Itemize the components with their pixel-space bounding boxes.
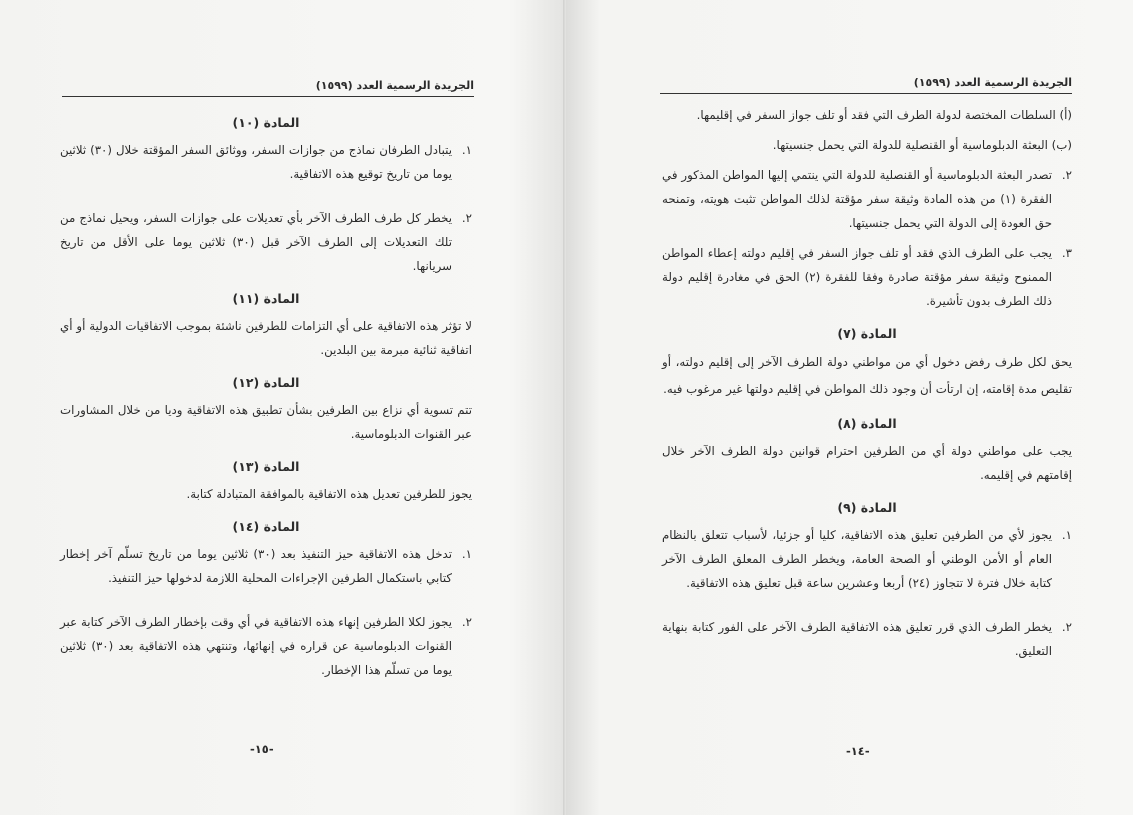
article-7-text: يحق لكل طرف رفض دخول أي من مواطني دولة الطرف الآخر إلى إقليم دولته، أو تقليص مدة إقامته، إن ارتأت أن وجود ذلك المواطن في إقليم دولتها غير مرغوب فيه. — [662, 355, 1072, 396]
header-title: الجريدة الرسمية العدد (١٥٩٩) — [913, 76, 1072, 89]
article-7-title: المادة (٧) — [837, 326, 897, 341]
right-page-number: -١٤- — [846, 744, 870, 758]
item-text: يتبادل الطرفان نماذج من جوازات السفر، ووثائق السفر المؤقتة خلال (٣٠) ثلاثين يوما من تاريخ توقيع هذه الاتفاقية. — [60, 143, 452, 181]
item-text: يخطر الطرف الذي قرر تعليق هذه الاتفاقية الطرف الآخر على الفور كتابة بنهاية التعليق. — [662, 620, 1052, 658]
item-number: ٢. — [1061, 620, 1072, 634]
article-9-item-1 — [662, 523, 1072, 595]
item-number: ٢. — [461, 615, 472, 629]
article-13-text: يجوز للطرفين تعديل هذه الاتفاقية بالموافقة المتبادلة كتابة. — [186, 487, 472, 501]
item-text: تصدر البعثة الدبلوماسية أو القنصلية للدولة التي ينتمي إليها المواطن المذكور في الفقرة (١) من هذه المادة وثيقة سفر مؤقتة لذلك المواطن تثبت هويته، وتمنحه حق العودة إلى الدولة التي يحمل جنسيتها. — [662, 168, 1052, 230]
left-page — [0, 0, 566, 815]
article-10-item-2 — [60, 206, 472, 278]
left-page-number: -١٥- — [250, 742, 274, 756]
right-page-content — [662, 103, 1072, 669]
article-6-item-3 — [662, 241, 1072, 313]
article-6-item-2 — [662, 163, 1072, 235]
article-8-title: المادة (٨) — [837, 416, 897, 431]
left-page-header — [62, 78, 474, 97]
item-number: ٢. — [1061, 168, 1072, 182]
article-12-title: المادة (١٢) — [232, 375, 300, 390]
header-title: الجريدة الرسمية العدد (١٥٩٩) — [315, 79, 474, 92]
clause-b: (ب) البعثة الدبلوماسية أو القنصلية للدولة التي يحمل جنسيتها. — [772, 138, 1072, 152]
item-number: ١. — [1061, 528, 1072, 542]
item-number: ٢. — [461, 211, 472, 225]
article-14-title: المادة (١٤) — [232, 519, 300, 534]
article-10-title: المادة (١٠) — [232, 115, 300, 130]
article-12-text: تتم تسوية أي نزاع بين الطرفين بشأن تطبيق هذه الاتفاقية وديا من خلال المشاورات عبر القنوات الدبلوماسية. — [60, 403, 472, 441]
article-9-item-2 — [662, 615, 1072, 663]
article-10-item-1 — [60, 138, 472, 186]
article-9-title: المادة (٩) — [837, 500, 897, 515]
item-number: ١. — [461, 143, 472, 157]
item-number: ٣. — [1061, 246, 1072, 260]
clause-a: (أ) السلطات المختصة لدولة الطرف التي فقد أو تلف جواز السفر في إقليمها. — [696, 108, 1072, 122]
item-text: يخطر كل طرف الطرف الآخر بأي تعديلات على جوازات السفر، ويحيل نماذج من تلك التعديلات إلى الطرف الآخر قبل (٣٠) ثلاثين يوما على الأقل من تاريخ سريانها. — [60, 211, 452, 273]
article-11-text: لا تؤثر هذه الاتفاقية على أي التزامات للطرفين ناشئة بموجب الاتفاقيات الدولية أو أي اتفاقية ثنائية مبرمة بين البلدين. — [60, 319, 472, 357]
right-page-header — [660, 75, 1072, 94]
right-page — [566, 0, 1133, 815]
item-text: يجوز لكلا الطرفين إنهاء هذه الاتفاقية في أي وقت بإخطار الطرف الآخر كتابة عبر القنوات الدبلوماسية عن قراره في إنهائها، وتنتهي هذه الاتفاقية بعد (٣٠) ثلاثين يوما من تسلّم هذا الإخطار. — [60, 615, 452, 677]
item-text: يجوز لأي من الطرفين تعليق هذه الاتفاقية، كليا أو جزئيا، لأسباب تتعلق بالنظام العام أو الأمن الوطني أو الصحة العامة، ويخطر الطرف المعلق الطرف الآخر كتابة خلال فترة لا تتجاوز (٢٤) أربعا وعشرين ساعة قبل تعليق هذه الاتفاقية. — [662, 528, 1052, 590]
article-14-item-1 — [60, 542, 472, 590]
left-page-content — [60, 108, 472, 688]
item-text: يجب على الطرف الذي فقد أو تلف جواز السفر في إقليم دولته إعطاء المواطن الممنوح وثيقة سفر مؤقتة صادرة وفقا للفقرة (٢) الحق في مغادرة إقليم دولة ذلك الطرف بدون تأشيرة. — [662, 246, 1052, 308]
article-13-title: المادة (١٣) — [232, 459, 300, 474]
item-number: ١. — [461, 547, 472, 561]
item-text: تدخل هذه الاتفاقية حيز التنفيذ بعد (٣٠) ثلاثين يوما من تاريخ تسلّم آخر إخطار كتابي باستكمال الطرفين الإجراءات المحلية اللازمة لدخولها حيز التنفيذ. — [60, 547, 452, 585]
article-11-title: المادة (١١) — [232, 291, 300, 306]
article-14-item-2 — [60, 610, 472, 682]
article-8-text: يجب على مواطني دولة أي من الطرفين احترام قوانين دولة الطرف الآخر خلال إقامتهم في إقليمه. — [662, 444, 1072, 482]
